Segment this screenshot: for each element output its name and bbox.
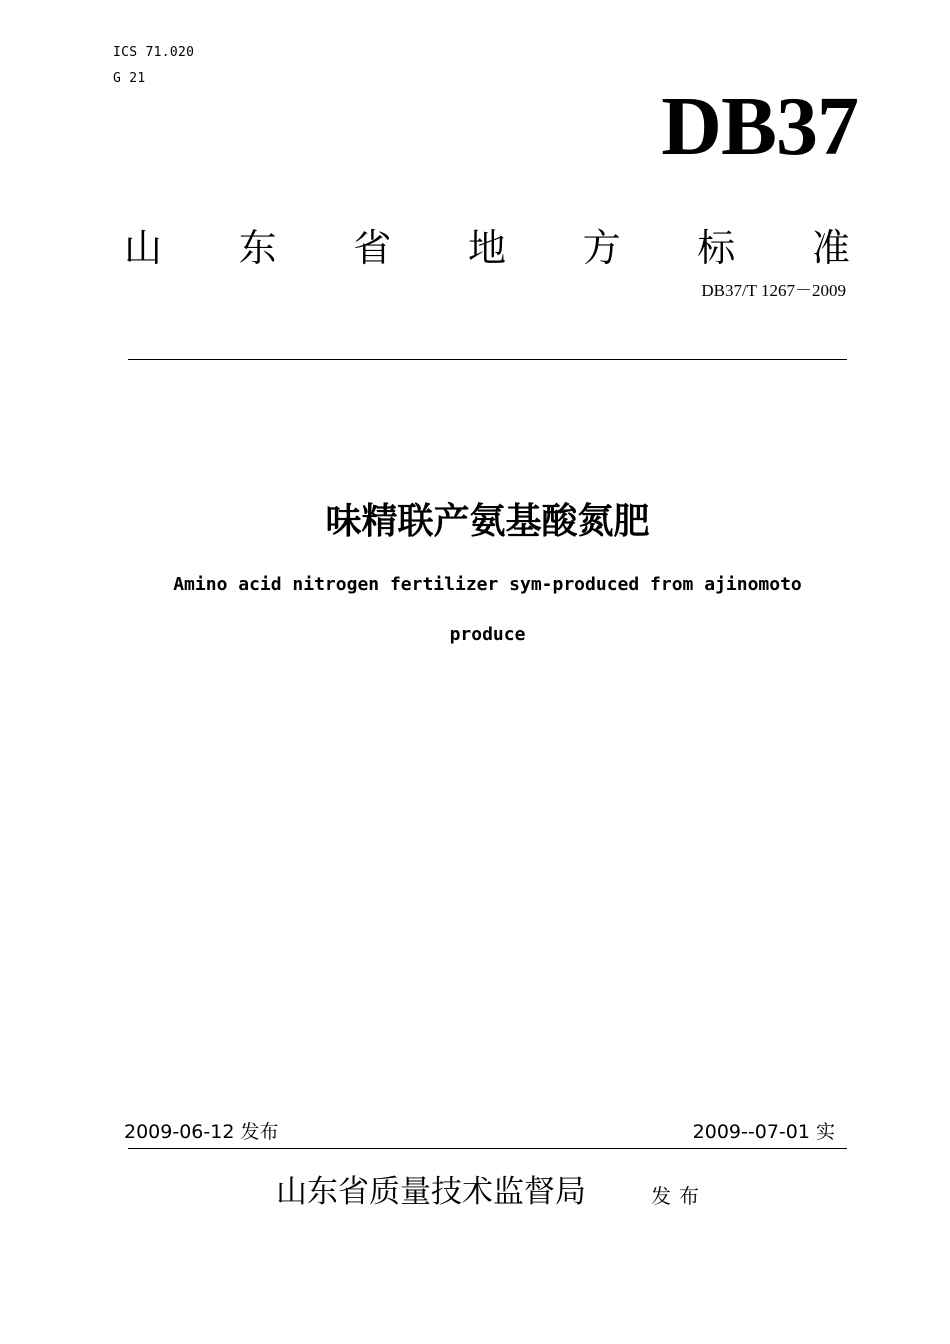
title-char: 东 xyxy=(238,225,277,270)
bottom-divider xyxy=(128,1148,847,1149)
provincial-standard-title xyxy=(124,218,850,270)
title-char: 地 xyxy=(467,225,506,270)
chinese-title: 味精联产氨基酸氮肥 xyxy=(325,501,650,542)
publisher-suffix: 发布 xyxy=(651,1184,707,1208)
classification-code: G 21 xyxy=(113,71,146,86)
top-divider xyxy=(128,359,847,360)
title-char: 准 xyxy=(811,225,850,270)
implementation-date: 2009--07-01 实 xyxy=(692,1121,835,1143)
title-char: 标 xyxy=(697,225,736,270)
publisher-name: 山东省质量技术监督局 xyxy=(276,1174,586,1210)
english-title-line-1: Amino acid nitrogen fertilizer sym-produced from ajinomoto xyxy=(173,574,802,595)
standard-number: DB37/T 1267－2009 xyxy=(701,281,846,300)
title-char: 山 xyxy=(124,225,163,270)
title-char: 省 xyxy=(353,225,392,270)
ics-code: ICS 71.020 xyxy=(113,45,195,60)
english-title-line-2: produce xyxy=(449,624,526,645)
db-standard-logo: DB37 xyxy=(661,80,858,173)
issue-date: 2009-06-12 发布 xyxy=(124,1121,279,1143)
title-char: 方 xyxy=(582,225,621,270)
